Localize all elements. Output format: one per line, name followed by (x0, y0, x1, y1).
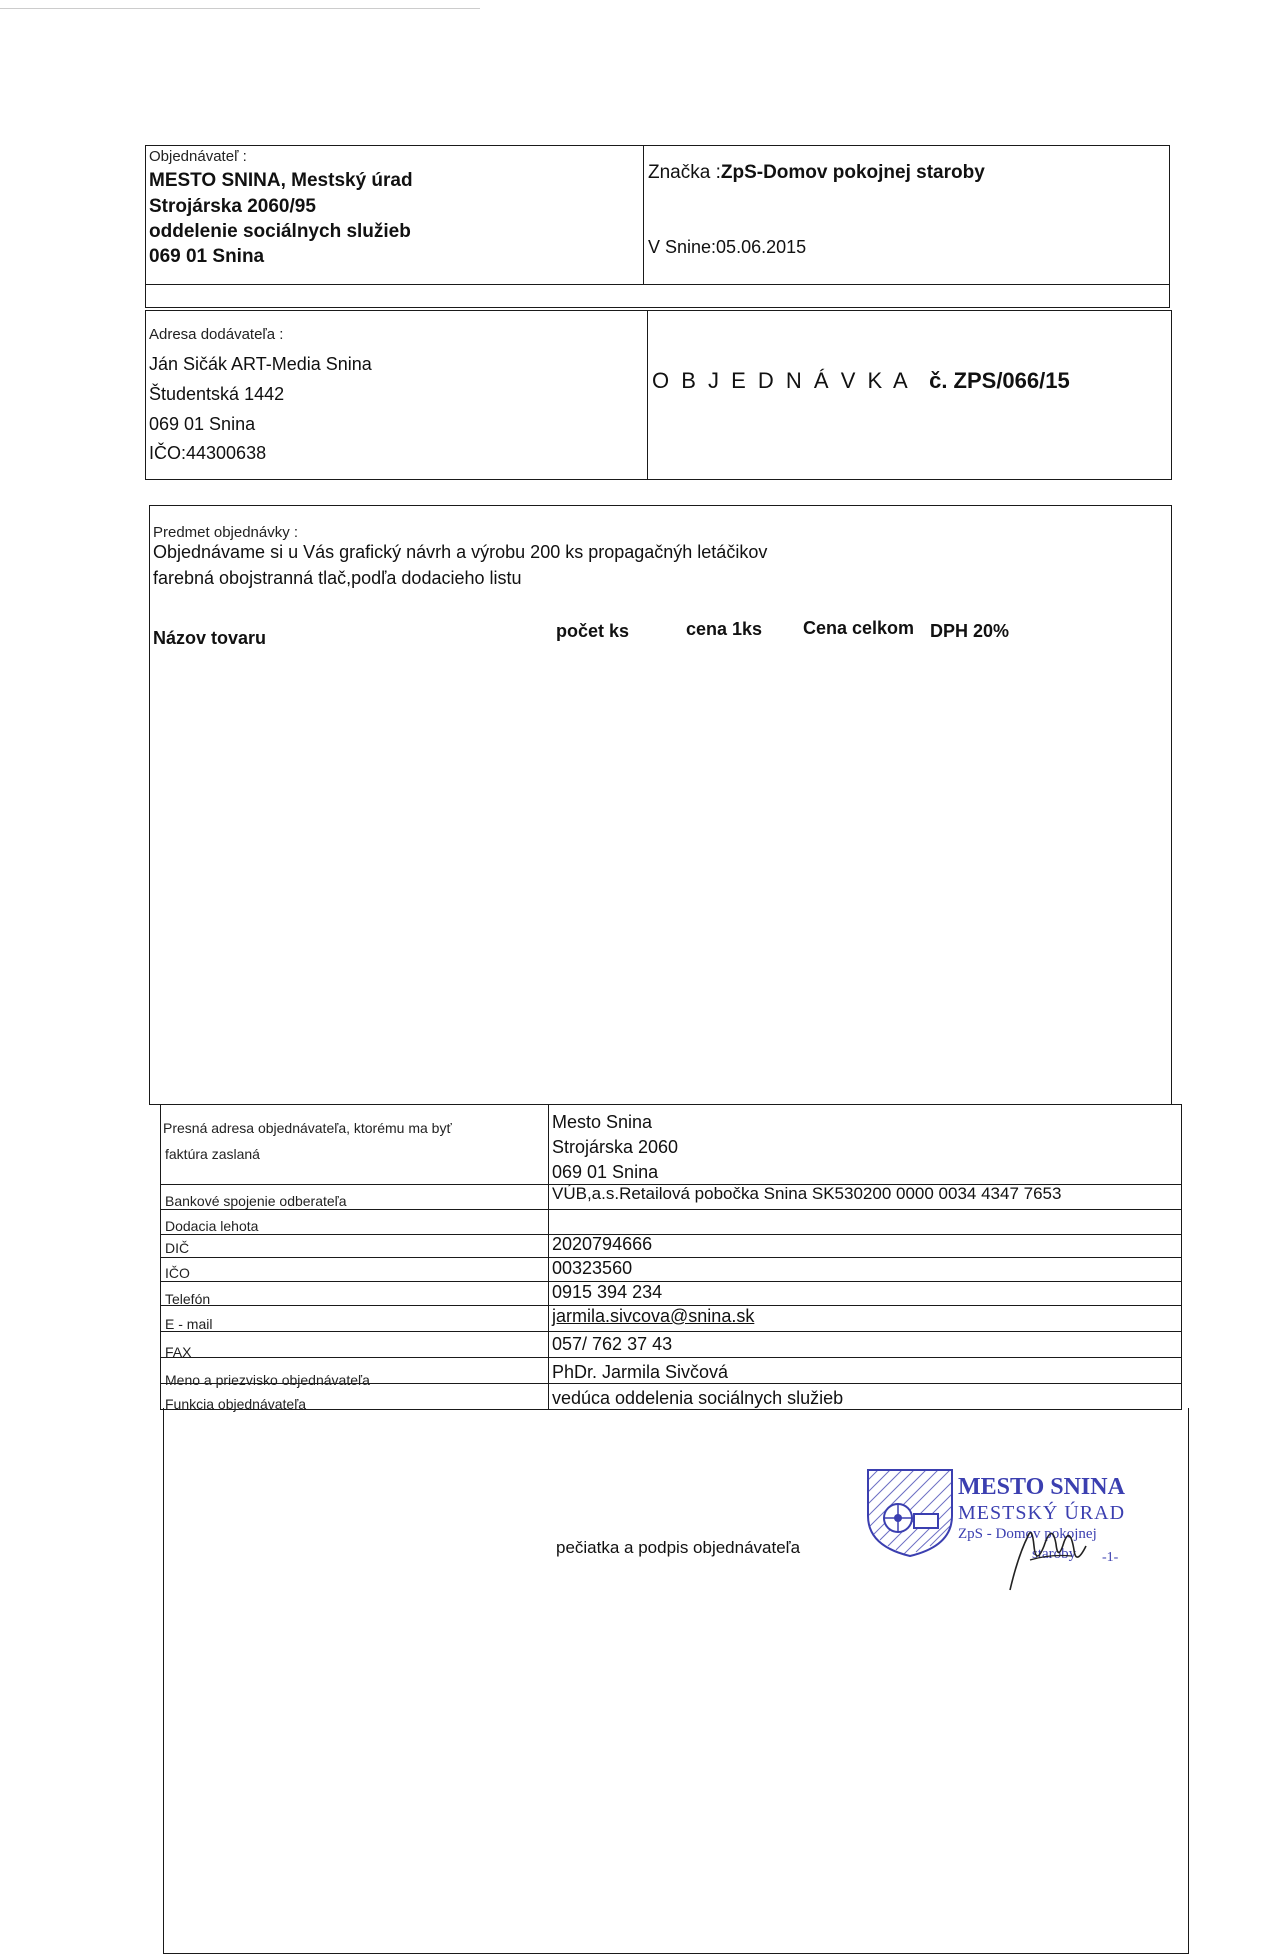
orderer-line-3: oddelenie sociálnych služieb (149, 221, 411, 242)
invoice-address-line-1: Mesto Snina (552, 1112, 653, 1132)
name-label: Meno a priezvisko objednávateľa (165, 1372, 370, 1388)
fax-label: FAX (165, 1344, 192, 1360)
header-divider (643, 145, 644, 285)
signature-caption: pečiatka a podpis objednávateľa (556, 1538, 801, 1557)
invoice-address-label-2: faktúra zaslaná (165, 1146, 260, 1162)
orderer-label: Objednávateľ : (149, 148, 247, 165)
phone-label: Telefón (165, 1291, 211, 1307)
subject-text-line-2: farebná obojstranná tlač,podľa dodacieho listu (153, 568, 522, 588)
scan-edge-line (0, 8, 480, 9)
stamp-line-1: MESTO SNINA (958, 1474, 1125, 1500)
bank-label: Bankové spojenie odberateľa (165, 1193, 347, 1209)
column-header-quantity: počet ks (556, 621, 630, 641)
supplier-order-box (145, 310, 1172, 480)
orderer-line-4: 069 01 Snina (149, 246, 265, 267)
spacer-row (145, 284, 1170, 308)
subject-text-line-1: Objednávame si u Vás grafický návrh a výrobu 200 ks propagačnýh letáčikov (153, 542, 768, 562)
bank-value: VÚB,a.s.Retailová pobočka Snina SK530200 0000 0034 4347 7653 (552, 1184, 1062, 1203)
mark-value: ZpS-Domov pokojnej staroby (720, 162, 985, 183)
invoice-address-label-1: Presná adresa objednávateľa, ktorému ma byť (163, 1120, 452, 1136)
supplier-divider (647, 310, 648, 480)
row-line (160, 1257, 1182, 1258)
supplier-label: Adresa dodávateľa : (149, 326, 284, 343)
name-value: PhDr. Jarmila Sivčová (552, 1362, 729, 1382)
order-heading (652, 368, 1070, 394)
column-header-unit-price: cena 1ks (686, 619, 763, 639)
official-stamp (862, 1466, 1152, 1586)
stamp-number: -1- (1102, 1550, 1119, 1565)
email-label: E - mail (165, 1316, 213, 1332)
signature-scribble-icon (1000, 1516, 1120, 1596)
mark-field (648, 162, 985, 184)
supplier-line-2: Študentská 1442 (149, 384, 285, 404)
row-line (160, 1234, 1182, 1235)
orderer-line-2: Strojárska 2060/95 (149, 196, 316, 217)
function-value: vedúca oddelenia sociálnych služieb (552, 1388, 844, 1408)
subject-items-box (149, 505, 1172, 1105)
column-header-total: Cena celkom (803, 618, 915, 638)
supplier-line-4: IČO:44300638 (149, 443, 267, 463)
subject-label: Predmet objednávky : (153, 524, 299, 541)
row-line (160, 1357, 1182, 1358)
function-label: Funkcia objednávateľa (165, 1396, 307, 1412)
order-title: O B J E D N Á V K A (652, 368, 911, 393)
supplier-line-1: Ján Sičák ART-Media Snina (149, 354, 372, 374)
orderer-line-1: MESTO SNINA, Mestský úrad (149, 170, 413, 191)
row-line (160, 1209, 1182, 1210)
stamp-line-4: staroby (1032, 1546, 1077, 1562)
stamp-line-3: ZpS - Domov pokojnej (958, 1526, 1097, 1542)
column-header-name: Názov tovaru (153, 628, 267, 648)
delivery-term-label: Dodacia lehota (165, 1218, 259, 1234)
fax-value: 057/ 762 37 43 (552, 1334, 673, 1354)
invoice-address-line-2: Strojárska 2060 (552, 1137, 679, 1157)
order-number: č. ZPS/066/15 (929, 368, 1070, 393)
dic-label: DIČ (165, 1240, 190, 1256)
phone-value: 0915 394 234 (552, 1282, 663, 1302)
column-header-vat: DPH 20% (930, 621, 1010, 641)
row-line (160, 1281, 1182, 1282)
dic-value: 2020794666 (552, 1234, 653, 1254)
email-value[interactable]: jarmila.sivcova@snina.sk (552, 1306, 755, 1326)
ico-label: IČO (165, 1265, 190, 1281)
supplier-line-3: 069 01 Snina (149, 414, 256, 434)
place-date: V Snine:05.06.2015 (648, 237, 807, 257)
coat-of-arms-icon (864, 1466, 956, 1558)
mark-label: Značka : (648, 162, 721, 183)
row-line (160, 1331, 1182, 1332)
ico-value: 00323560 (552, 1258, 633, 1278)
invoice-address-line-3: 069 01 Snina (552, 1162, 659, 1182)
stamp-line-2: MESTSKÝ ÚRAD (958, 1502, 1126, 1524)
